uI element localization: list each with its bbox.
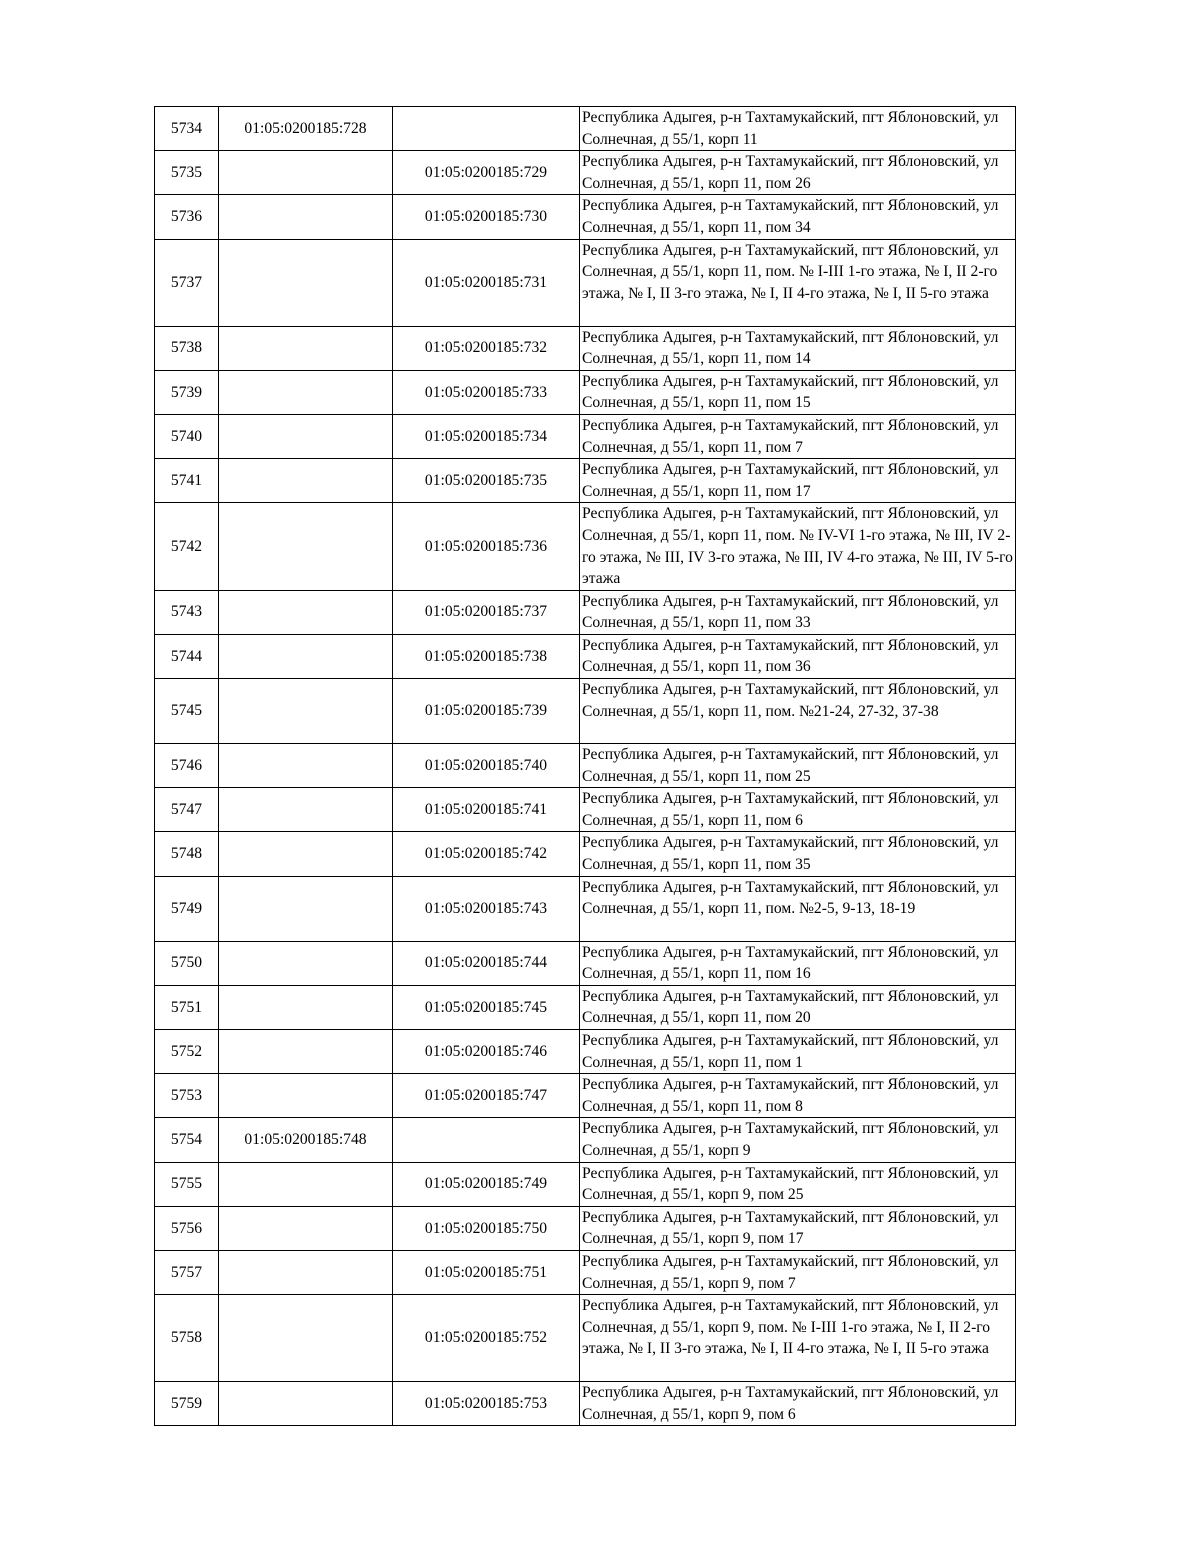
row-number-cell: 5746 — [155, 744, 219, 788]
row-number-cell: 5742 — [155, 503, 219, 590]
row-number-cell: 5748 — [155, 832, 219, 876]
cadastral-number-cell: 01:05:0200185:749 — [393, 1162, 580, 1206]
table-row — [155, 679, 1016, 744]
address-cell: Республика Адыгея, р-н Тахтамукайский, пгт Яблоновский, ул Солнечная, д 55/1, корп 11, пом 1 — [580, 1030, 1016, 1074]
cadastral-number-cell: 01:05:0200185:731 — [393, 239, 580, 326]
parent-cadastral-number-cell — [219, 941, 393, 985]
cadastral-number-cell: 01:05:0200185:744 — [393, 941, 580, 985]
row-number-cell: 5736 — [155, 195, 219, 239]
table-row — [155, 832, 1016, 876]
table-row — [155, 744, 1016, 788]
address-cell: Республика Адыгея, р-н Тахтамукайский, пгт Яблоновский, ул Солнечная, д 55/1, корп 11, пом 35 — [580, 832, 1016, 876]
address-cell: Республика Адыгея, р-н Тахтамукайский, пгт Яблоновский, ул Солнечная, д 55/1, корп 9, пом 17 — [580, 1206, 1016, 1250]
parent-cadastral-number-cell — [219, 414, 393, 458]
row-number-cell: 5759 — [155, 1382, 219, 1426]
parent-cadastral-number-cell — [219, 788, 393, 832]
parent-cadastral-number-cell — [219, 151, 393, 195]
address-cell: Республика Адыгея, р-н Тахтамукайский, пгт Яблоновский, ул Солнечная, д 55/1, корп 11, пом 25 — [580, 744, 1016, 788]
parent-cadastral-number-cell — [219, 370, 393, 414]
address-cell: Республика Адыгея, р-н Тахтамукайский, пгт Яблоновский, ул Солнечная, д 55/1, корп 11, пом 15 — [580, 370, 1016, 414]
address-cell: Республика Адыгея, р-н Тахтамукайский, пгт Яблоновский, ул Солнечная, д 55/1, корп 11, пом 17 — [580, 459, 1016, 503]
row-number-cell: 5738 — [155, 326, 219, 370]
table-row — [155, 151, 1016, 195]
parent-cadastral-number-cell — [219, 985, 393, 1029]
table-row — [155, 941, 1016, 985]
row-number-cell: 5743 — [155, 590, 219, 634]
table-row — [155, 1206, 1016, 1250]
cadastral-number-cell: 01:05:0200185:734 — [393, 414, 580, 458]
cadastral-number-cell: 01:05:0200185:745 — [393, 985, 580, 1029]
cadastral-number-cell: 01:05:0200185:733 — [393, 370, 580, 414]
cadastral-number-cell: 01:05:0200185:729 — [393, 151, 580, 195]
row-number-cell: 5757 — [155, 1250, 219, 1294]
row-number-cell: 5745 — [155, 679, 219, 744]
cadastral-number-cell: 01:05:0200185:750 — [393, 1206, 580, 1250]
address-cell: Республика Адыгея, р-н Тахтамукайский, пгт Яблоновский, ул Солнечная, д 55/1, корп 11, пом. № IV-VI 1-го этажа, № III, IV 2-го этажа, № III, IV 3-го этажа, № III, IV 4-го этажа, № III, IV 5-го этажа — [580, 503, 1016, 590]
table-row — [155, 1074, 1016, 1118]
parent-cadastral-number-cell — [219, 679, 393, 744]
address-cell: Республика Адыгея, р-н Тахтамукайский, пгт Яблоновский, ул Солнечная, д 55/1, корп 11, пом. №2-5, 9-13, 18-19 — [580, 876, 1016, 941]
address-cell: Республика Адыгея, р-н Тахтамукайский, пгт Яблоновский, ул Солнечная, д 55/1, корп 9 — [580, 1118, 1016, 1162]
parent-cadastral-number-cell — [219, 1250, 393, 1294]
parent-cadastral-number-cell — [219, 590, 393, 634]
parent-cadastral-number-cell — [219, 1206, 393, 1250]
parent-cadastral-number-cell — [219, 1162, 393, 1206]
table-row — [155, 414, 1016, 458]
table-row — [155, 1162, 1016, 1206]
table-row — [155, 239, 1016, 326]
address-cell: Республика Адыгея, р-н Тахтамукайский, пгт Яблоновский, ул Солнечная, д 55/1, корп 11, пом 16 — [580, 941, 1016, 985]
table-row — [155, 634, 1016, 678]
parent-cadastral-number-cell — [219, 239, 393, 326]
table-row — [155, 195, 1016, 239]
row-number-cell: 5750 — [155, 941, 219, 985]
table-row — [155, 326, 1016, 370]
cadastral-table — [154, 106, 1016, 1426]
address-cell: Республика Адыгея, р-н Тахтамукайский, пгт Яблоновский, ул Солнечная, д 55/1, корп 9, пом 7 — [580, 1250, 1016, 1294]
row-number-cell: 5740 — [155, 414, 219, 458]
parent-cadastral-number-cell — [219, 1030, 393, 1074]
cadastral-number-cell: 01:05:0200185:747 — [393, 1074, 580, 1118]
row-number-cell: 5734 — [155, 107, 219, 151]
table-row — [155, 503, 1016, 590]
row-number-cell: 5753 — [155, 1074, 219, 1118]
row-number-cell: 5754 — [155, 1118, 219, 1162]
cadastral-number-cell: 01:05:0200185:738 — [393, 634, 580, 678]
parent-cadastral-number-cell — [219, 195, 393, 239]
address-cell: Республика Адыгея, р-н Тахтамукайский, пгт Яблоновский, ул Солнечная, д 55/1, корп 11 — [580, 107, 1016, 151]
cadastral-number-cell: 01:05:0200185:730 — [393, 195, 580, 239]
cadastral-number-cell: 01:05:0200185:751 — [393, 1250, 580, 1294]
parent-cadastral-number-cell: 01:05:0200185:728 — [219, 107, 393, 151]
address-cell: Республика Адыгея, р-н Тахтамукайский, пгт Яблоновский, ул Солнечная, д 55/1, корп 11, пом 14 — [580, 326, 1016, 370]
row-number-cell: 5749 — [155, 876, 219, 941]
address-cell: Республика Адыгея, р-н Тахтамукайский, пгт Яблоновский, ул Солнечная, д 55/1, корп 11, пом 26 — [580, 151, 1016, 195]
parent-cadastral-number-cell — [219, 459, 393, 503]
address-cell: Республика Адыгея, р-н Тахтамукайский, пгт Яблоновский, ул Солнечная, д 55/1, корп 11, пом 8 — [580, 1074, 1016, 1118]
cadastral-table-body — [155, 107, 1016, 1426]
parent-cadastral-number-cell — [219, 634, 393, 678]
table-row — [155, 1295, 1016, 1382]
address-cell: Республика Адыгея, р-н Тахтамукайский, пгт Яблоновский, ул Солнечная, д 55/1, корп 11, пом. №21-24, 27-32, 37-38 — [580, 679, 1016, 744]
row-number-cell: 5758 — [155, 1295, 219, 1382]
cadastral-number-cell: 01:05:0200185:752 — [393, 1295, 580, 1382]
cadastral-number-cell — [393, 107, 580, 151]
row-number-cell: 5752 — [155, 1030, 219, 1074]
cadastral-number-cell — [393, 1118, 580, 1162]
cadastral-number-cell: 01:05:0200185:732 — [393, 326, 580, 370]
address-cell: Республика Адыгея, р-н Тахтамукайский, пгт Яблоновский, ул Солнечная, д 55/1, корп 11, пом 20 — [580, 985, 1016, 1029]
table-row — [155, 1118, 1016, 1162]
address-cell: Республика Адыгея, р-н Тахтамукайский, пгт Яблоновский, ул Солнечная, д 55/1, корп 11, пом 6 — [580, 788, 1016, 832]
cadastral-number-cell: 01:05:0200185:742 — [393, 832, 580, 876]
table-row — [155, 459, 1016, 503]
table-row — [155, 107, 1016, 151]
parent-cadastral-number-cell — [219, 1295, 393, 1382]
parent-cadastral-number-cell — [219, 503, 393, 590]
parent-cadastral-number-cell: 01:05:0200185:748 — [219, 1118, 393, 1162]
row-number-cell: 5755 — [155, 1162, 219, 1206]
row-number-cell: 5747 — [155, 788, 219, 832]
parent-cadastral-number-cell — [219, 744, 393, 788]
table-row — [155, 876, 1016, 941]
row-number-cell: 5735 — [155, 151, 219, 195]
parent-cadastral-number-cell — [219, 832, 393, 876]
address-cell: Республика Адыгея, р-н Тахтамукайский, пгт Яблоновский, ул Солнечная, д 55/1, корп 11, пом 36 — [580, 634, 1016, 678]
table-row — [155, 985, 1016, 1029]
cadastral-number-cell: 01:05:0200185:735 — [393, 459, 580, 503]
parent-cadastral-number-cell — [219, 1382, 393, 1426]
address-cell: Республика Адыгея, р-н Тахтамукайский, пгт Яблоновский, ул Солнечная, д 55/1, корп 11, пом 33 — [580, 590, 1016, 634]
cadastral-number-cell: 01:05:0200185:743 — [393, 876, 580, 941]
row-number-cell: 5756 — [155, 1206, 219, 1250]
cadastral-number-cell: 01:05:0200185:737 — [393, 590, 580, 634]
table-row — [155, 1030, 1016, 1074]
cadastral-number-cell: 01:05:0200185:746 — [393, 1030, 580, 1074]
row-number-cell: 5737 — [155, 239, 219, 326]
row-number-cell: 5739 — [155, 370, 219, 414]
cadastral-number-cell: 01:05:0200185:739 — [393, 679, 580, 744]
row-number-cell: 5741 — [155, 459, 219, 503]
parent-cadastral-number-cell — [219, 326, 393, 370]
parent-cadastral-number-cell — [219, 1074, 393, 1118]
table-row — [155, 1250, 1016, 1294]
cadastral-number-cell: 01:05:0200185:736 — [393, 503, 580, 590]
parent-cadastral-number-cell — [219, 876, 393, 941]
address-cell: Республика Адыгея, р-н Тахтамукайский, пгт Яблоновский, ул Солнечная, д 55/1, корп 11, пом. № I-III 1-го этажа, № I, II 2-го этажа, № I, II 3-го этажа, № I, II 4-го этажа, № I, II 5-го этажа — [580, 239, 1016, 326]
address-cell: Республика Адыгея, р-н Тахтамукайский, пгт Яблоновский, ул Солнечная, д 55/1, корп 11, пом 34 — [580, 195, 1016, 239]
cadastral-number-cell: 01:05:0200185:741 — [393, 788, 580, 832]
cadastral-number-cell: 01:05:0200185:753 — [393, 1382, 580, 1426]
table-row — [155, 788, 1016, 832]
table-row — [155, 370, 1016, 414]
address-cell: Республика Адыгея, р-н Тахтамукайский, пгт Яблоновский, ул Солнечная, д 55/1, корп 9, пом. № I-III 1-го этажа, № I, II 2-го этажа, № I, II 3-го этажа, № I, II 4-го этажа, № I, II 5-го этажа — [580, 1295, 1016, 1382]
row-number-cell: 5751 — [155, 985, 219, 1029]
cadastral-number-cell: 01:05:0200185:740 — [393, 744, 580, 788]
address-cell: Республика Адыгея, р-н Тахтамукайский, пгт Яблоновский, ул Солнечная, д 55/1, корп 9, пом 25 — [580, 1162, 1016, 1206]
table-row — [155, 1382, 1016, 1426]
address-cell: Республика Адыгея, р-н Тахтамукайский, пгт Яблоновский, ул Солнечная, д 55/1, корп 11, пом 7 — [580, 414, 1016, 458]
table-row — [155, 590, 1016, 634]
address-cell: Республика Адыгея, р-н Тахтамукайский, пгт Яблоновский, ул Солнечная, д 55/1, корп 9, пом 6 — [580, 1382, 1016, 1426]
row-number-cell: 5744 — [155, 634, 219, 678]
